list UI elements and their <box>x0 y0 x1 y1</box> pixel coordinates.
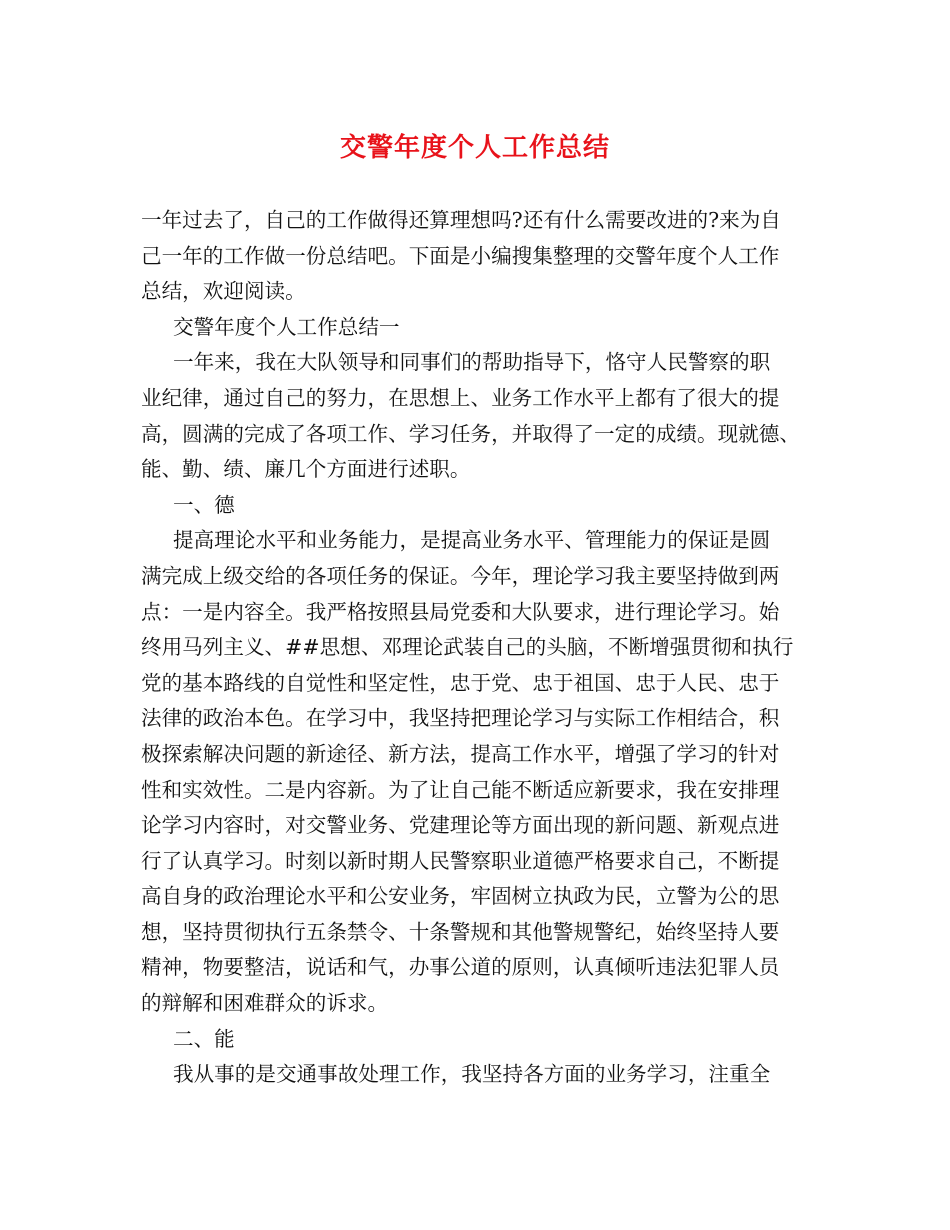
text-line: 高，圆满的完成了各项工作、学习任务，并取得了一定的成绩。现就德、 <box>141 421 800 446</box>
text-line: 行了认真学习。时刻以新时期人民警察职业道德严格要求自己，不断提 <box>141 848 780 873</box>
text-line: 己一年的工作做一份总结吧。下面是小编搜集整理的交警年度个人工作 <box>141 243 780 268</box>
text-line: 精神，物要整洁，说话和气，办事公道的原则，认真倾听违法犯罪人员 <box>141 955 780 980</box>
text-line: 党的基本路线的自觉性和坚定性，忠于党、忠于祖国、忠于人民、忠于 <box>141 670 780 695</box>
text-line: 一年来，我在大队领导和同事们的帮助指导下，恪守人民警察的职 <box>173 350 771 375</box>
text-line: 我从事的是交通事故处理工作，我坚持各方面的业务学习，注重全 <box>173 1062 771 1087</box>
text-line: 法律的政治本色。在学习中，我坚持把理论学习与实际工作相结合，积 <box>141 706 780 731</box>
text-line: 终用马列主义、##思想、邓理论武装自己的头脑，不断增强贯彻和执行 <box>141 635 794 660</box>
text-line: 提高理论水平和业务能力，是提高业务水平、管理能力的保证是圆 <box>173 528 771 553</box>
text-line: 一年过去了，自己的工作做得还算理想吗?还有什么需要改进的?来为自 <box>141 208 781 232</box>
text-line: 总结，欢迎阅读。 <box>141 279 306 304</box>
text-line: 二、能 <box>173 1026 235 1051</box>
text-line: 极探索解决问题的新途径、新方法，提高工作水平，增强了学习的针对 <box>141 741 780 766</box>
text-line: 高自身的政治理论水平和公安业务，牢固树立执政为民，立警为公的思 <box>141 884 780 909</box>
text-line: 性和实效性。二是内容新。为了让自己能不断适应新要求，我在安排理 <box>141 777 780 802</box>
document-title: 交警年度个人工作总结 <box>339 133 610 163</box>
text-line: 想，坚持贯彻执行五条禁令、十条警规和其他警规警纪，始终坚持人要 <box>141 919 780 944</box>
text-line: 论学习内容时，对交警业务、党建理论等方面出现的新问题、新观点进 <box>141 813 780 838</box>
text-line: 满完成上级交给的各项任务的保证。今年，理论学习我主要坚持做到两 <box>141 563 780 588</box>
text-line: 一、德 <box>173 492 235 517</box>
text-line: 的辩解和困难群众的诉求。 <box>141 991 389 1016</box>
text-line: 点：一是内容全。我严格按照县局党委和大队要求，进行理论学习。始 <box>141 599 780 624</box>
text-line: 能、勤、绩、廉几个方面进行述职。 <box>141 457 471 482</box>
text-line: 交警年度个人工作总结一 <box>173 314 400 339</box>
document-body <box>141 203 817 1093</box>
text-line: 业纪律，通过自己的努力，在思想上、业务工作水平上都有了很大的提 <box>141 385 780 410</box>
